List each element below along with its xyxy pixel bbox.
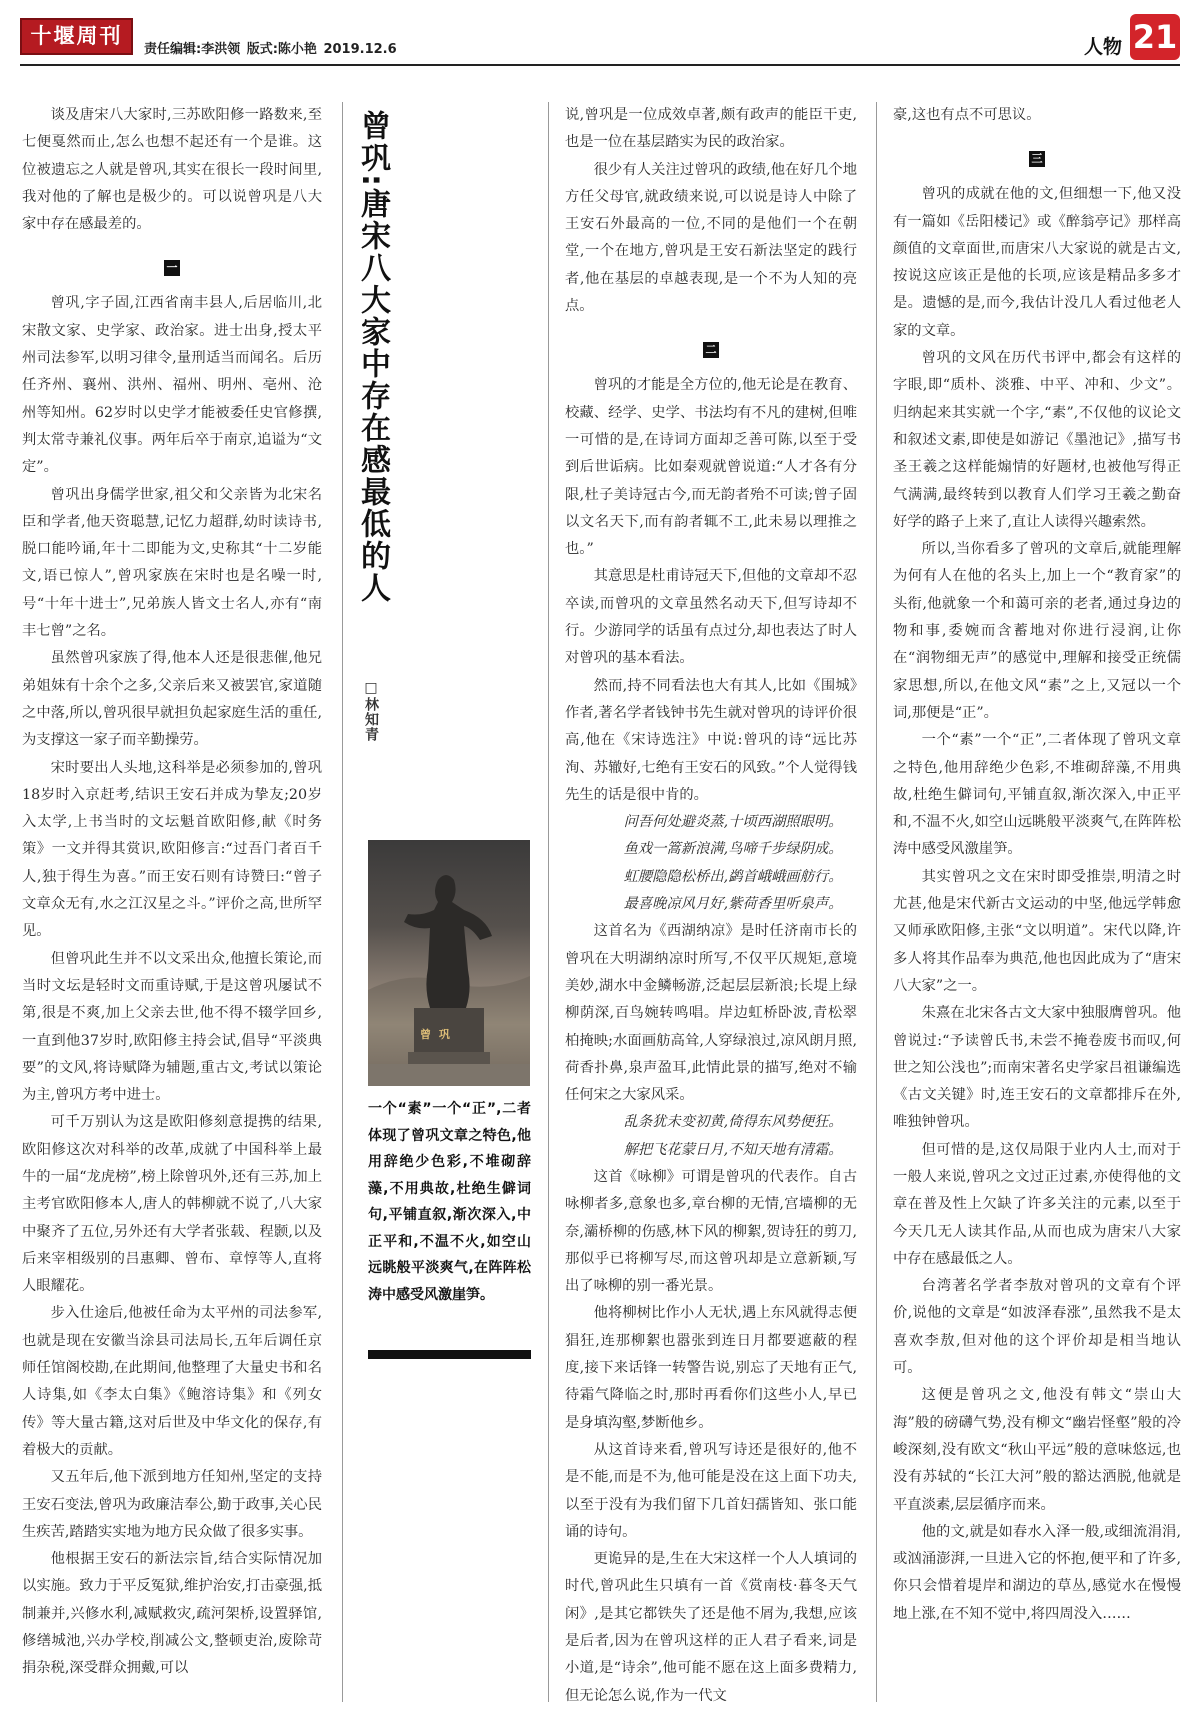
header-rule [20, 64, 1180, 66]
paragraph: 这首《咏柳》可谓是曾巩的代表作。自古咏柳者多,意象也多,章台柳的无情,宫墙柳的无奈,灞桥柳的伤感,林下风的柳絮,贺诗狂的剪刀,那似乎已将柳写尽,而这曾巩却是立意新颖,写出了咏柳的别一番光景。 [565, 1168, 857, 1295]
paragraph: 又五年后,他下派到地方任知州,坚定的支持王安石变法,曾巩为政廉洁奉公,勤于政事,关心民生疾苦,踏踏实实地为地方民众做了很多实事。 [22, 1469, 322, 1540]
page-header [20, 14, 1180, 62]
paragraph: 这首名为《西湖纳凉》是时任济南市长的曾巩在大明湖纳凉时所写,不仅平仄规矩,意境美妙,湖水中金鳞畅游,泛起层层新浪;长堤上绿柳荫深,百鸟婉转鸣唱。岸边虹桥卧波,青松翠柏掩映;水面画舫高耸,人穿绿浪过,凉风朗月照,荷香扑鼻,泉声盈耳,此情此景的描写,绝对不输任何宋之大家风采。 [565, 923, 857, 1104]
article-column-1 [22, 102, 322, 1683]
paragraph: 这便是曾巩之文,他没有韩文“崇山大海”般的磅礴气势,没有柳文“幽岩怪壑”般的冷峻深刻,没有欧文“秋山平远”般的意味悠远,也没有苏轼的“长江大河”般的豁达洒脱,他就是平直淡素,层层循序而来。 [893, 1387, 1181, 1513]
poem-line: 问吾何处避炎蒸,十顷西湖照眼明。 [623, 814, 843, 831]
section-marker-3: 三 [1029, 151, 1045, 167]
paragraph: 他的文,就是如春水入泽一般,或细流涓涓,或汹涌澎湃,一旦进入它的怀抱,便平和了许多,你只会惜着堤岸和湖边的草丛,感觉水在慢慢地上涨,在不知不觉中,将四周没入…… [893, 1523, 1181, 1622]
paragraph: 曾巩出身儒学世家,祖父和父亲皆为北宋名臣和学者,他天资聪慧,记忆力超群,幼时读诗书,脱口能吟诵,年十二即能为文,史称其“十二岁能文,语已惊人”,曾巩家族在宋时也是名噪一时,号“十年十进士”,兄弟族人皆文士名人,亦有“南丰七曾”之名。 [22, 486, 322, 640]
zeng-gong-statue-image [368, 840, 530, 1086]
article-column-3 [893, 102, 1181, 1628]
pull-quote: 一个“素”一个“正”,二者体现了曾巩文章之特色,他用辞绝少色彩,不堆砌辞藻,不用典故,杜绝生僻词句,平铺直叙,渐次深入,中正平和,不温不火,如空山远眺般平淡爽气,在阵阵松涛中感受风激崖笋。 [368, 1101, 531, 1303]
intro-paragraph: 谈及唐宋八大家时,三苏欧阳修一路数来,至七便戛然而止,怎么也想不起还有一个是谁。这位被遗忘之人就是曾巩,其实在很长一段时间里,我对他的了解也是极少的。可以说曾巩是八大家中存在感最差的。 [22, 107, 322, 233]
continued-paragraph: 豪,这也有点不可思议。 [893, 107, 1041, 123]
editor-credits [144, 38, 399, 57]
paragraph: 从这首诗来看,曾巩写诗还是很好的,他不是不能,而是不为,他可能是没在这上面下功夫,以至于没有为我们留下几首妇孺皆知、张口能诵的诗句。 [565, 1441, 857, 1540]
poem-line: 最喜晚凉风月好,紫荷香里听泉声。 [623, 896, 843, 913]
pull-quote-bar [368, 1350, 531, 1359]
article-title: 曾巩:唐宋八大家中存在感最低的人 [355, 110, 390, 604]
section-marker-1: 一 [164, 260, 180, 276]
paragraph: 一个“素”一个“正”,二者体现了曾巩文章之特色,他用辞绝少色彩,不堆砌辞藻,不用典故,杜绝生僻词句,平铺直叙,渐次深入,中正平和,不温不火,如空山远眺般平淡爽气,在阵阵松涛中感受风激崖笋。 [893, 732, 1181, 858]
section-name: 人物 [1083, 36, 1122, 58]
paragraph: 曾巩的才能是全方位的,他无论是在教育、校藏、经学、史学、书法均有不凡的建树,但唯一可惜的是,在诗词方面却乏善可陈,以至于受到后世诟病。比如秦观就曾说道:“人才各有分限,杜子美诗冠古今,而无韵者殆不可读;曾子固以文名天下,而有韵者辄不工,此未易以理推之也。” [565, 377, 857, 558]
paragraph: 但曾巩此生并不以文采出众,他擅长策论,而当时文坛是轻时文而重诗赋,于是这曾巩屡试不第,很是不爽,加上父亲去世,他不得不辍学回乡,一直到他37岁时,欧阳修主持会试,倡导“平淡典要”的文风,将诗赋降为辅题,重古文,考试以策论为主,曾巩方考中进士。 [22, 950, 322, 1104]
author-byline: □林知青 [363, 680, 379, 742]
poem-line: 鱼戏一篙新浪满,鸟啼千步绿阴成。 [623, 841, 843, 858]
paragraph: 曾巩的成就在他的文,但细想一下,他又没有一篇如《岳阳楼记》或《醉翁亭记》那样高颜值的文章面世,而唐宋八大家说的就是古文,按说这应该正是他的长项,应该是精品多多才是。遗憾的是,而今,我估计没几人看过他老人家的文章。 [893, 186, 1181, 339]
paragraph: 所以,当你看多了曾巩的文章后,就能理解为何有人在他的名头上,加上一个“教育家”的头衔,他就象一个和蔼可亲的老者,通过身边的物和事,委婉而含蓄地对你进行浸润,让你在“润物细无声”的感觉中,理解和接受正统儒家思想,所以,在他文风“素”之上,又冠以一个词,那便是“正”。 [893, 541, 1181, 721]
paragraph: 台湾著名学者李敖对曾巩的文章有个评价,说他的文章是“如波泽春涨”,虽然我不是太喜欢李敖,但对他的这个评价却是相当地认可。 [893, 1278, 1181, 1377]
paragraph: 步入仕途后,他被任命为太平州的司法参军,也就是现在安徽当涂县司法局长,五年后调任京师任馆阁校勘,在此期间,他整理了大量史书和名人诗集,如《李太白集》《鲍溶诗集》和《列女传》等大量古籍,这对后世及中华文化的保存,有着极大的贡献。 [22, 1305, 322, 1458]
page-number: 21 [1130, 14, 1180, 60]
section-marker-2: 二 [703, 342, 719, 358]
paragraph: 朱熹在北宋各古文大家中独服膺曾巩。他曾说过:“予读曾氏书,未尝不掩卷废书而叹,何世之知公浅也”;而南宋著名史学家吕祖谦编选《古文关键》时,连王安石的文章都排斥在外,唯独钟曾巩。 [893, 1005, 1181, 1131]
paragraph: 但可惜的是,这仅局限于业内人士,而对于一般人来说,曾巩之文过正过素,亦使得他的文章在普及性上欠缺了许多关注的元素,以至于今天几无人读其作品,从而也成为唐宋八大家中存在感最低之人。 [893, 1141, 1181, 1267]
poem-line: 乱条犹未变初黄,倚得东风势便狂。 [623, 1114, 843, 1131]
poem-line: 虹腰隐隐松桥出,鹢首峨峨画舫行。 [623, 868, 843, 885]
continued-paragraph: 说,曾巩是一位成效卓著,颇有政声的能臣干吏,也是一位在基层踏实为民的政治家。 [565, 107, 857, 151]
article-column-2 [565, 102, 857, 1710]
paragraph: 虽然曾巩家族了得,他本人还是很悲催,他兄弟姐妹有十余个之多,父亲后来又被罢官,家道随之中落,所以,曾巩很早就担负起家庭生活的重任,为支撑这一家子而辛勤操劳。 [22, 650, 322, 749]
paragraph: 他根据王安石的新法宗旨,结合实际情况加以实施。致力于平反冤狱,维护治安,打击豪强,抵制兼并,兴修水利,减赋救灾,疏河架桥,设置驿馆,修缮城池,兴办学校,削减公文,整顿吏治,废除苛捐杂税,深受群众拥戴,可以 [22, 1551, 322, 1677]
paragraph: 曾巩,字子固,江西省南丰县人,后居临川,北宋散文家、史学家、政治家。进士出身,授太平州司法参军,以明习律令,量刑适当而闻名。后历任齐州、襄州、洪州、福州、明州、亳州、沧州等知州。62岁时以史学才能被委任史官修撰,判太常寺兼礼仪事。两年后卒于南京,追谥为“文定”。 [22, 295, 322, 476]
paragraph: 更诡异的是,生在大宋这样一个人人填词的时代,曾巩此生只填有一首《赏南枝·暮冬天气闲》,是其它都铁失了还是他不屑为,我想,应该是后者,因为在曾巩这样的正人君子看来,词是小道,是“诗余”,他可能不愿在这上面多费精力,但无论怎么说,作为一代文 [565, 1551, 857, 1704]
article-title-box [353, 110, 393, 630]
layout-label: 版式:陈小艳 [246, 42, 317, 57]
statue-photo [368, 840, 530, 1086]
paragraph: 曾巩的文风在历代书评中,都会有这样的字眼,即“质朴、淡雅、中平、冲和、少文”。归纳起来其实就一个字,“素”,不仅他的议论文和叙述文素,即使是如游记《墨池记》,描写书圣王羲之这样能煽情的好题材,也被他写得正气满满,最终转到以教育人们学习王羲之勤奋好学的路子上来了,直让人读得兴趣索然。 [893, 350, 1181, 530]
paragraph: 其意思是杜甫诗冠天下,但他的文章却不忍卒读,而曾巩的文章虽然名动天下,但写诗却不行。少游同学的话虽有点过分,却也表达了时人对曾巩的基本看法。 [565, 568, 857, 667]
poem-line: 解把飞花蒙日月,不知天地有清霜。 [623, 1141, 843, 1158]
paragraph: 可千万别认为这是欧阳修刻意提携的结果,欧阳修这次对科举的改革,成就了中国科举上最牛的一届“龙虎榜”,榜上除曾巩外,还有三苏,加上主考官欧阳修本人,唐人的韩柳就不说了,八大家中聚齐了五位,另外还有大学者张载、程颢,以及后来宰相级别的吕惠卿、曾布、章惇等人,直将人眼耀花。 [22, 1114, 322, 1295]
paragraph: 很少有人关注过曾巩的政绩,他在好几个地方任父母官,就政绩来说,可以说是诗人中除了王安石外最高的一位,不同的是他们一个在朝堂,一个在地方,曾巩是王安石新法坚定的践行者,他在基层的卓越表现,是一个不为人知的亮点。 [565, 161, 857, 315]
paragraph: 宋时要出人头地,这科举是必须参加的,曾巩18岁时入京赶考,结识王安石并成为挚友;20岁入太学,上书当时的文坛魁首欧阳修,献《时务策》一文并得其赏识,欧阳修言:“过吾门者百千人,独于得生为喜。”而王安石则有诗赞曰:“曾子文章众无有,水之江汉星之斗。”评价之高,世所罕见。 [22, 759, 322, 940]
issue-date: 2019.12.6 [323, 42, 397, 57]
column-divider [548, 102, 549, 1702]
paragraph: 然而,持不同看法也大有其人,比如《围城》作者,著名学者钱钟书先生就对曾巩的诗评价很高,他在《宋诗选注》中说:曾巩的诗“远比苏洵、苏辙好,七绝有王安石的风致。”个人觉得钱先生的话是很中肯的。 [565, 677, 857, 803]
editor-label: 责任编辑:李洪领 [144, 42, 241, 57]
statue-inscription: 曾 巩 [420, 1028, 452, 1041]
column-divider [342, 102, 343, 1702]
paragraph: 他将柳树比作小人无状,遇上东风就得志便猖狂,连那柳絮也嚣张到连日月都要遮蔽的程度,接下来话锋一转警告说,别忘了天地有正气,待霜气降临之时,那时再看你们这些小人,早已是身填沟壑,梦断他乡。 [565, 1305, 857, 1431]
column-divider [876, 102, 877, 1702]
paragraph: 其实曾巩之文在宋时即受推崇,明清之时尤甚,他是宋代新古文运动的中坚,他远学韩愈又师承欧阳修,主张“文以明道”。宋代以降,许多人将其作品奉为典范,他也因此成为了“唐宋八大家”之一。 [893, 868, 1181, 994]
masthead: 十堰周刊 [20, 18, 133, 55]
